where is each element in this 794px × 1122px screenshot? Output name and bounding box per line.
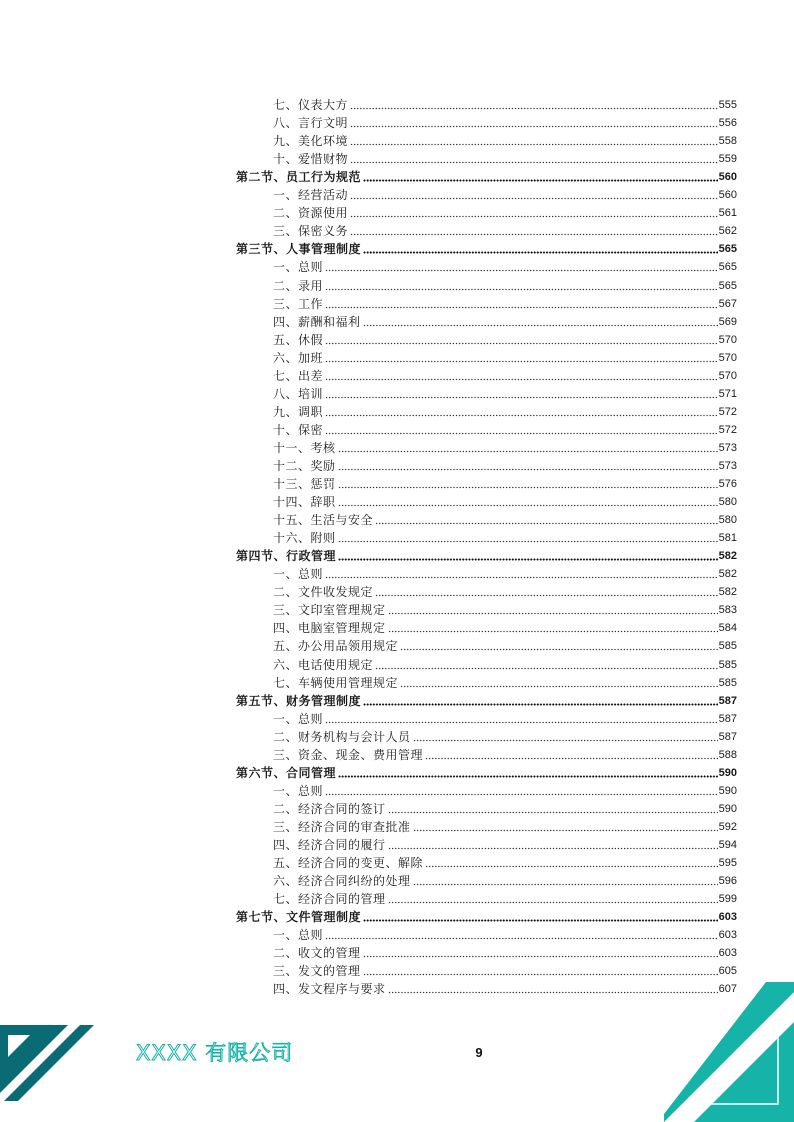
toc-item-row[interactable] [236,816,737,834]
toc-item-row[interactable] [236,365,737,383]
toc-section-row[interactable] [236,238,737,256]
toc-dot-leader [413,822,718,832]
toc-item-row[interactable] [236,311,737,329]
toc-dot-leader [375,515,718,525]
toc-page-number: 595 [718,857,737,870]
toc-entry-title: 八、培训 [273,386,324,401]
toc-page-number: 555 [718,99,737,112]
toc-entry-title: 一、总则 [273,567,324,582]
toc-dot-leader [413,732,718,742]
toc-entry-title: 一、经营活动 [273,188,349,203]
toc-entry-title: 十一、考核 [273,440,336,455]
toc-dot-leader [363,244,718,254]
toc-item-row[interactable] [236,94,737,112]
toc-entry-title: 六、电话使用规定 [273,657,374,672]
toc-entry-title: 二、文件收发规定 [273,585,374,600]
toc-page-number: 585 [718,658,737,671]
toc-dot-leader [325,407,718,417]
toc-dot-leader [425,858,718,868]
toc-entry-title: 第二节、员工行为规范 [236,170,362,185]
page-number: 9 [475,1045,483,1060]
toc-item-row[interactable] [236,347,737,365]
toc-dot-leader [388,623,718,633]
toc-dot-leader [325,281,718,291]
footer-stripes-right [664,982,794,1122]
toc-dot-leader [325,930,718,940]
toc-dot-leader [350,100,718,110]
toc-item-row[interactable] [236,960,737,978]
toc-page-number: 585 [718,640,737,653]
toc-page-number: 571 [718,387,737,400]
toc-dot-leader [325,714,718,724]
toc-dot-leader [375,660,718,670]
toc-entry-title: 三、发文的管理 [273,964,361,979]
toc-item-row[interactable] [236,708,737,726]
toc-entry-title: 五、休假 [273,332,324,347]
toc-entry-title: 三、工作 [273,296,324,311]
toc-entry-title: 七、经济合同的管理 [273,892,386,907]
toc-dot-leader [400,678,718,688]
toc-dot-leader [400,641,718,651]
toc-item-row[interactable] [236,798,737,816]
toc-entry-title: 四、发文程序与要求 [273,982,386,997]
toc-entry-title: 一、总则 [273,928,324,943]
toc-page-number: 573 [718,459,737,472]
toc-entry-title: 十二、奖励 [273,458,336,473]
toc-item-row[interactable] [236,274,737,292]
toc-entry-title: 七、出差 [273,368,324,383]
toc-page-number: 558 [718,135,737,148]
toc-item-row[interactable] [236,653,737,671]
toc-dot-leader [325,353,718,363]
toc-dot-leader [350,226,718,236]
toc-item-row[interactable] [236,256,737,274]
toc-page-number: 583 [718,604,737,617]
toc-page-number: 592 [718,820,737,833]
toc-entry-title: 九、调职 [273,404,324,419]
toc-dot-leader [388,894,718,904]
toc-page-number: 603 [718,911,737,924]
toc-page-number: 581 [718,532,737,545]
toc-dot-leader [425,750,718,760]
toc-entry-title: 第五节、财务管理制度 [236,693,362,708]
toc-page-number: 605 [718,965,737,978]
toc-entry-title: 第三节、人事管理制度 [236,242,362,257]
toc-item-row[interactable] [236,888,737,906]
toc-entry-title: 十三、惩罚 [273,477,336,492]
toc-item-row[interactable] [236,329,737,347]
toc-page-number: 559 [718,153,737,166]
toc-item-row[interactable] [236,220,737,238]
toc-entry-title: 六、经济合同纠纷的处理 [273,874,411,889]
toc-item-row[interactable] [236,672,737,690]
toc-dot-leader [338,479,718,489]
toc-page-number: 596 [718,875,737,888]
toc-item-row[interactable] [236,148,737,166]
toc-entry-title: 十五、生活与安全 [273,513,374,528]
toc-item-row[interactable] [236,112,737,130]
toc-item-row[interactable] [236,834,737,852]
toc-page-number: 588 [718,748,737,761]
toc-dot-leader [413,876,718,886]
toc-page-number: 590 [718,784,737,797]
toc-page-number: 562 [718,225,737,238]
toc-dot-leader [363,912,718,922]
toc-page-number: 560 [718,171,737,184]
toc-entry-title: 十四、辞职 [273,495,336,510]
toc-page-number: 582 [718,550,737,563]
toc-item-row[interactable] [236,130,737,148]
toc-item-row[interactable] [236,419,737,437]
toc-page-number: 587 [718,712,737,725]
toc-entry-title: 一、总则 [273,260,324,275]
toc-entry-title: 五、经济合同的变更、解除 [273,856,424,871]
toc-page-number: 576 [718,478,737,491]
toc-item-row[interactable] [236,599,737,617]
toc-dot-leader [325,389,718,399]
toc-dot-leader [350,118,718,128]
toc-page-number: 584 [718,622,737,635]
toc-entry-title: 六、加班 [273,350,324,365]
toc-item-row[interactable] [236,202,737,220]
toc-page-number: 569 [718,315,737,328]
toc-entry-title: 四、电脑室管理规定 [273,621,386,636]
toc-entry-title: 三、经济合同的审查批准 [273,819,411,834]
toc-dot-leader [388,804,718,814]
toc-page-number: 565 [718,243,737,256]
toc-dot-leader [325,299,718,309]
toc-item-row[interactable] [236,527,737,545]
toc-item-row[interactable] [236,617,737,635]
toc-entry-title: 第六节、合同管理 [236,765,337,780]
toc-item-row[interactable] [236,780,737,798]
toc-page-number: 580 [718,514,737,527]
toc-dot-leader [338,443,718,453]
toc-dot-leader [350,190,718,200]
toc-entry-title: 一、总则 [273,783,324,798]
toc-page-number: 570 [718,351,737,364]
toc-page-number: 560 [718,189,737,202]
toc-page-number: 590 [718,766,737,779]
table-of-contents [236,94,737,996]
toc-dot-leader [338,533,718,543]
toc-entry-title: 三、资金、现金、费用管理 [273,747,424,762]
toc-page-number: 570 [718,369,737,382]
toc-page-number: 590 [718,802,737,815]
toc-section-row[interactable] [236,166,737,184]
toc-page-number: 607 [718,983,737,996]
toc-page-number: 573 [718,441,737,454]
toc-dot-leader [325,786,718,796]
toc-section-row[interactable] [236,906,737,924]
toc-page-number: 556 [718,117,737,130]
toc-dot-leader [325,262,718,272]
toc-entry-title: 七、仪表大方 [273,98,349,113]
toc-dot-leader [325,335,718,345]
toc-item-row[interactable] [236,924,737,942]
toc-item-row[interactable] [236,870,737,888]
toc-item-row[interactable] [236,744,737,762]
toc-dot-leader [388,840,718,850]
toc-item-row[interactable] [236,581,737,599]
toc-page-number: 582 [718,586,737,599]
toc-dot-leader [350,136,718,146]
toc-item-row[interactable] [236,491,737,509]
toc-dot-leader [363,172,718,182]
toc-page-number: 570 [718,333,737,346]
toc-dot-leader [338,461,718,471]
toc-entry-title: 十、保密 [273,422,324,437]
footer-stripes-left [0,1025,100,1101]
toc-entry-title: 二、资源使用 [273,206,349,221]
toc-dot-leader [363,317,718,327]
toc-item-row[interactable] [236,184,737,202]
toc-section-row[interactable] [236,690,737,708]
toc-page-number: 603 [718,929,737,942]
toc-page-number: 587 [718,730,737,743]
toc-page-number: 582 [718,568,737,581]
toc-page-number: 580 [718,496,737,509]
toc-entry-title: 七、车辆使用管理规定 [273,675,399,690]
toc-dot-leader [338,497,718,507]
toc-entry-title: 三、保密义务 [273,224,349,239]
toc-entry-title: 二、录用 [273,278,324,293]
toc-item-row[interactable] [236,942,737,960]
toc-item-row[interactable] [236,383,737,401]
toc-dot-leader [363,966,718,976]
toc-item-row[interactable] [236,293,737,311]
toc-entry-title: 四、薪酬和福利 [273,314,361,329]
toc-item-row[interactable] [236,726,737,744]
toc-dot-leader [388,605,718,615]
toc-dot-leader [338,551,718,561]
toc-entry-title: 八、言行文明 [273,116,349,131]
toc-entry-title: 二、经济合同的签订 [273,801,386,816]
toc-section-row[interactable] [236,545,737,563]
toc-entry-title: 第七节、文件管理制度 [236,910,362,925]
toc-entry-title: 二、收文的管理 [273,946,361,961]
toc-item-row[interactable] [236,563,737,581]
toc-dot-leader [363,696,718,706]
toc-entry-title: 一、总则 [273,711,324,726]
toc-page-number: 567 [718,297,737,310]
toc-dot-leader [375,587,718,597]
toc-item-row[interactable] [236,509,737,527]
toc-item-row[interactable] [236,473,737,491]
toc-entry-title: 十六、附则 [273,531,336,546]
toc-page-number: 599 [718,893,737,906]
toc-item-row[interactable] [236,401,737,419]
toc-item-row[interactable] [236,852,737,870]
toc-dot-leader [363,948,718,958]
toc-entry-title: 五、办公用品领用规定 [273,639,399,654]
toc-page-number: 587 [718,694,737,707]
toc-entry-title: 四、经济合同的履行 [273,837,386,852]
toc-dot-leader [338,768,718,778]
toc-entry-title: 三、文印室管理规定 [273,603,386,618]
toc-dot-leader [350,208,718,218]
toc-dot-leader [325,569,718,579]
toc-page-number: 572 [718,405,737,418]
toc-page-number: 585 [718,676,737,689]
toc-dot-leader [350,154,718,164]
company-name: XXXX 有限公司 [136,1041,294,1065]
toc-dot-leader [325,371,718,381]
toc-item-row[interactable] [236,437,737,455]
toc-section-row[interactable] [236,762,737,780]
toc-item-row[interactable] [236,978,737,996]
toc-page-number: 565 [718,261,737,274]
toc-item-row[interactable] [236,455,737,473]
toc-item-row[interactable] [236,635,737,653]
toc-entry-title: 十、爱惜财物 [273,152,349,167]
toc-page-number: 565 [718,279,737,292]
toc-dot-leader [325,425,718,435]
toc-page-number: 603 [718,947,737,960]
toc-page-number: 561 [718,207,737,220]
toc-entry-title: 第四节、行政管理 [236,549,337,564]
toc-entry-title: 二、财务机构与会计人员 [273,729,411,744]
toc-page-number: 594 [718,838,737,851]
toc-entry-title: 九、美化环境 [273,134,349,149]
toc-page-number: 572 [718,423,737,436]
